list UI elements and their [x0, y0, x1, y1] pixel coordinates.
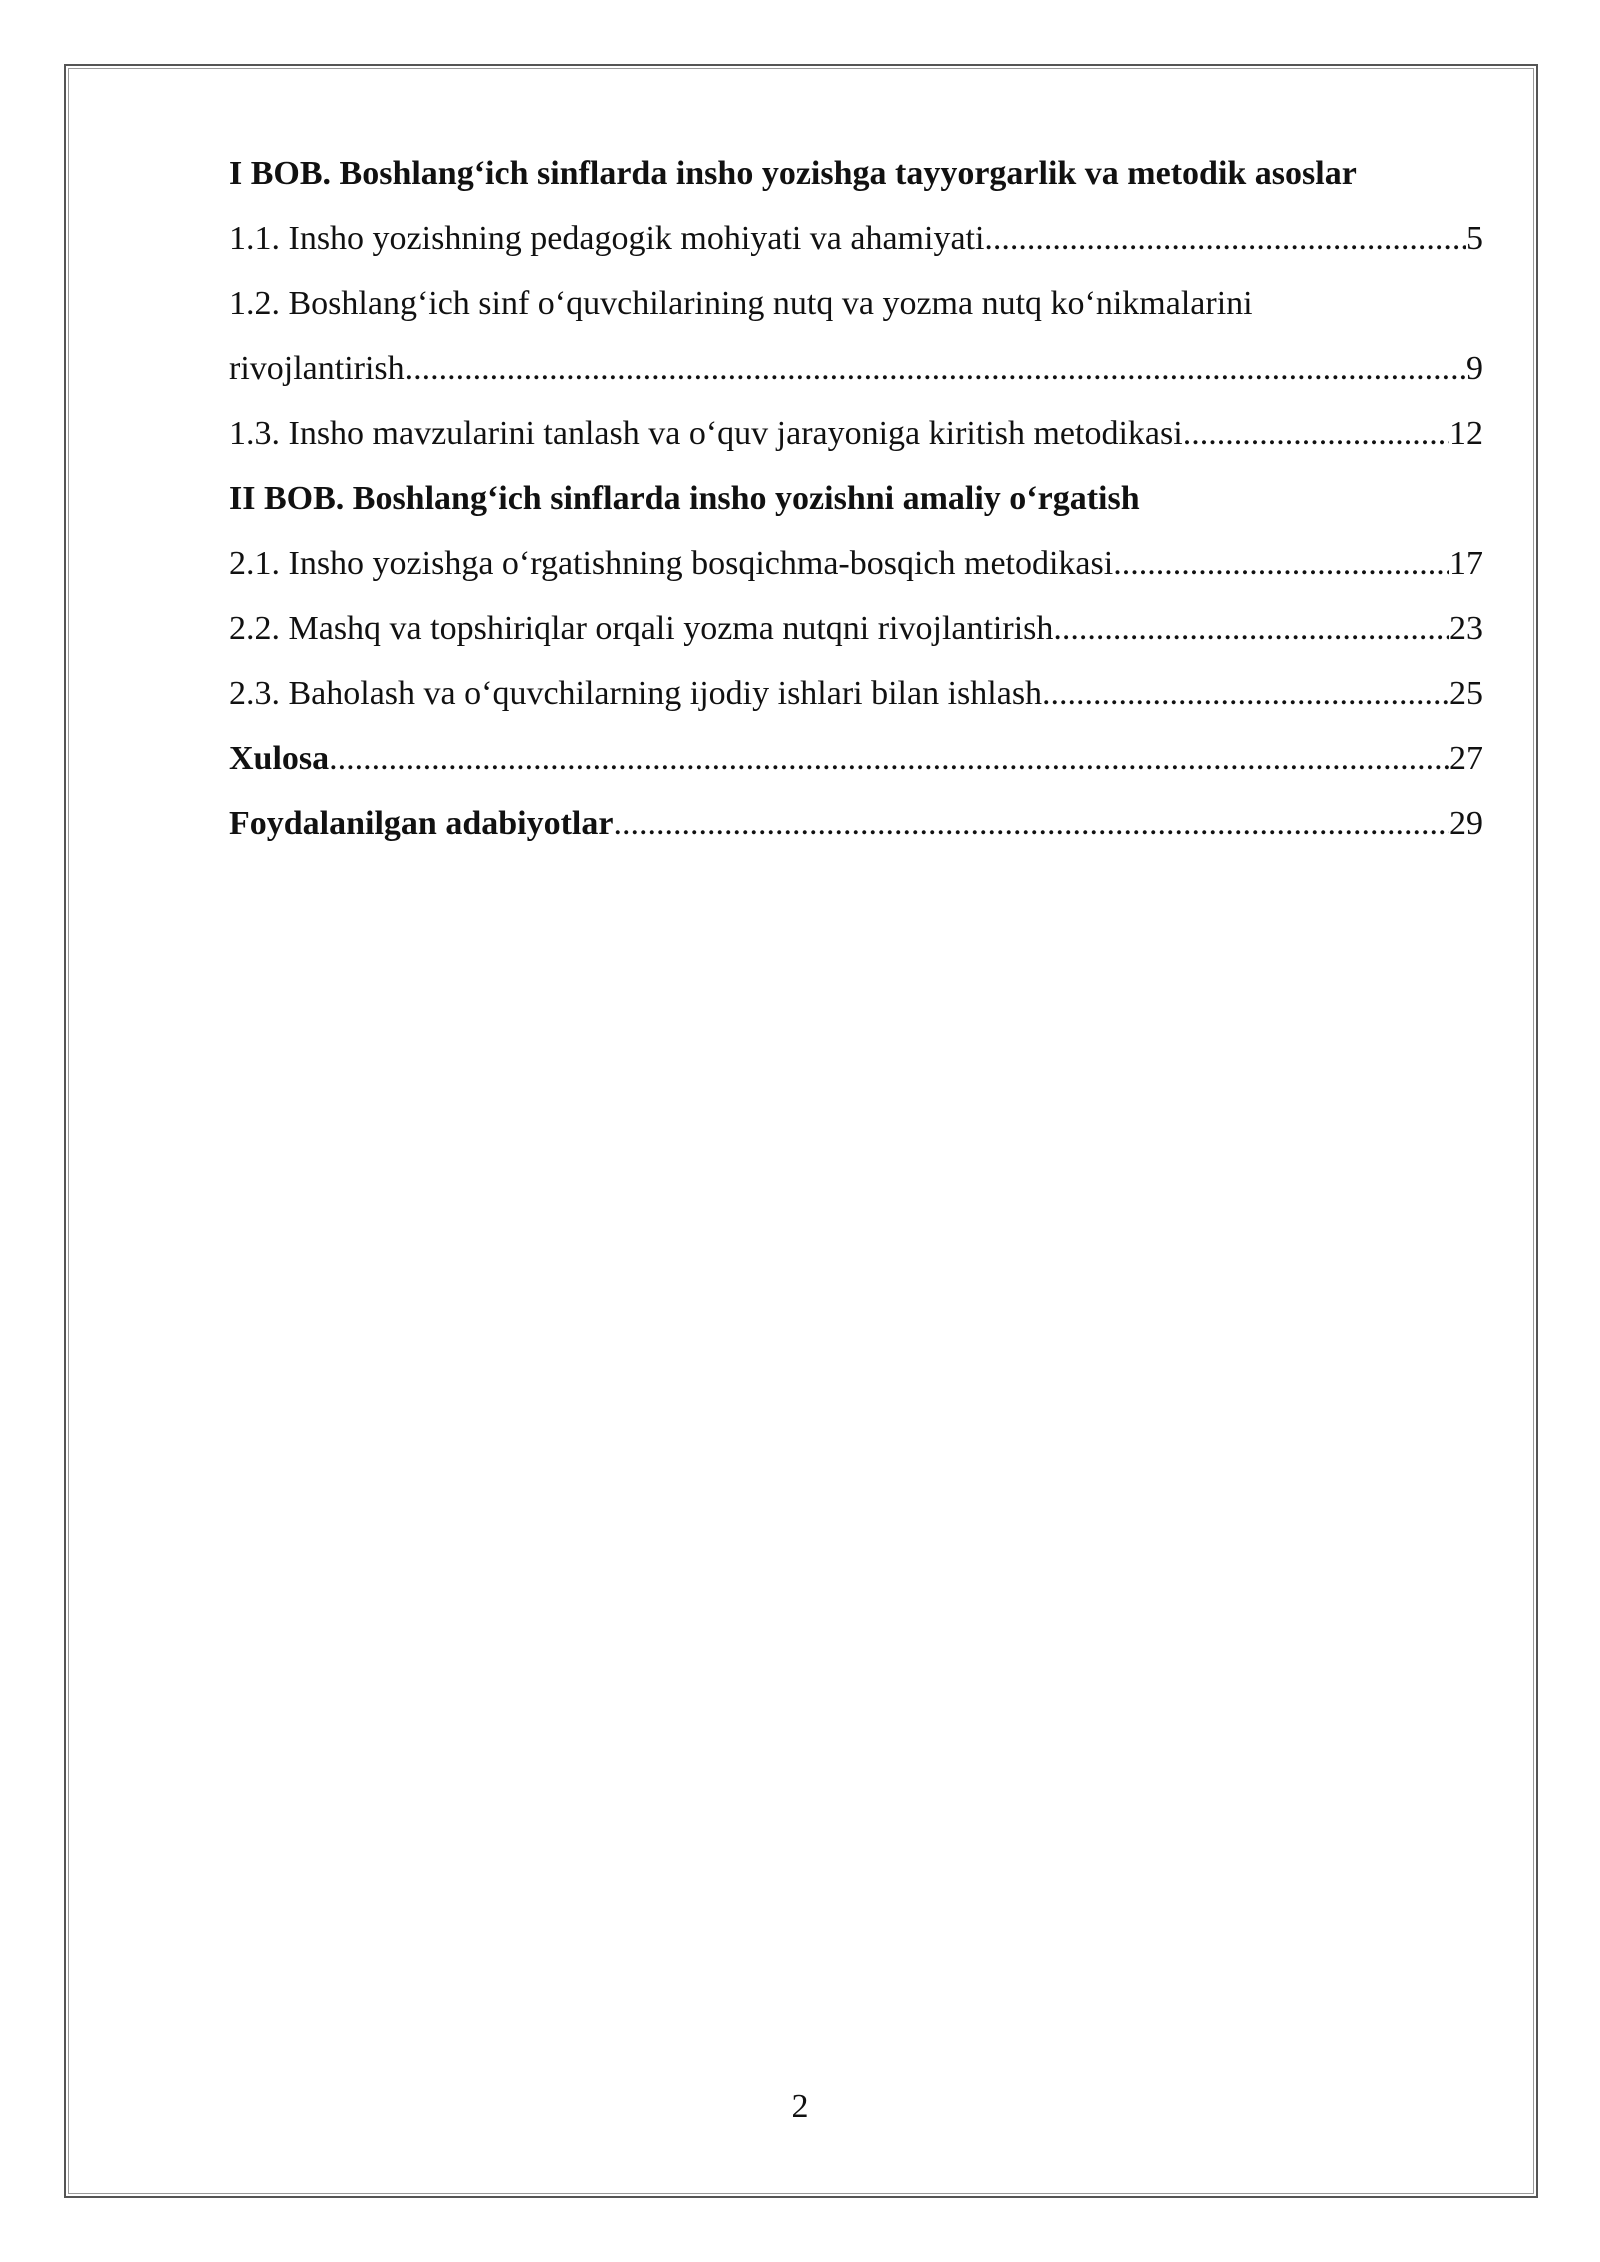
toc-entry-title: 1.2. Boshlang‘ich sinf o‘quvchilarining nutq va yozma nutq ko‘nikmalarini: [229, 285, 1253, 322]
toc-entry-page: 12: [1449, 415, 1483, 452]
page-number: 2: [791, 2088, 809, 2125]
toc-entry-1-1: [229, 215, 1483, 280]
dot-leader: [1053, 605, 1449, 653]
toc-entry-1-3: [229, 410, 1483, 475]
chapter-2-title: II BOB. Boshlang‘ich sinflarda insho yozishni amaliy o‘rgatish: [229, 480, 1140, 517]
dot-leader: [984, 215, 1466, 263]
dot-leader: [1042, 670, 1449, 718]
dot-leader: [1183, 410, 1449, 458]
dot-leader: [405, 345, 1466, 393]
toc-entry-title: Xulosa: [229, 740, 330, 777]
chapter-1-title: I BOB. Boshlang‘ich sinflarda insho yozishga tayyorgarlik va metodik asoslar: [229, 155, 1357, 192]
toc-entry-page: 29: [1449, 805, 1483, 842]
dot-leader: [613, 800, 1449, 848]
table-of-contents: [229, 150, 1483, 865]
toc-entry-2-3: [229, 670, 1483, 735]
dot-leader: [329, 735, 1449, 783]
toc-entry-page: 9: [1466, 350, 1483, 387]
toc-entry-conclusion: [229, 735, 1483, 800]
toc-chapter-2-heading: [229, 475, 1483, 540]
toc-entry-references: [229, 800, 1483, 865]
toc-entry-page: 23: [1449, 610, 1483, 647]
toc-entry-title: 2.3. Baholash va o‘quvchilarning ijodiy ishlari bilan ishlash: [229, 675, 1043, 712]
toc-entry-2-2: [229, 605, 1483, 670]
toc-entry-title: 1.1. Insho yozishning pedagogik mohiyati va ahamiyati: [229, 220, 985, 257]
toc-entry-title: 2.1. Insho yozishga o‘rgatishning bosqichma-bosqich metodikasi: [229, 545, 1114, 582]
toc-entry-1-2-line-2: [229, 345, 1483, 410]
toc-entry-2-1: [229, 540, 1483, 605]
toc-chapter-1-heading: [229, 150, 1483, 215]
toc-entry-page: 27: [1449, 740, 1483, 777]
toc-entry-1-2-line-1: [229, 280, 1483, 345]
toc-entry-title: 1.3. Insho mavzularini tanlash va o‘quv jarayoniga kiritish metodikasi: [229, 415, 1183, 452]
toc-entry-title: Foydalanilgan adabiyotlar: [229, 805, 614, 842]
toc-entry-title: 2.2. Mashq va topshiriqlar orqali yozma nutqni rivojlantirish: [229, 610, 1054, 647]
toc-entry-page: 5: [1466, 220, 1483, 257]
toc-entry-page: 17: [1449, 545, 1483, 582]
toc-entry-title-continued: rivojlantirish: [229, 350, 405, 387]
toc-entry-page: 25: [1449, 675, 1483, 712]
dot-leader: [1113, 540, 1449, 588]
